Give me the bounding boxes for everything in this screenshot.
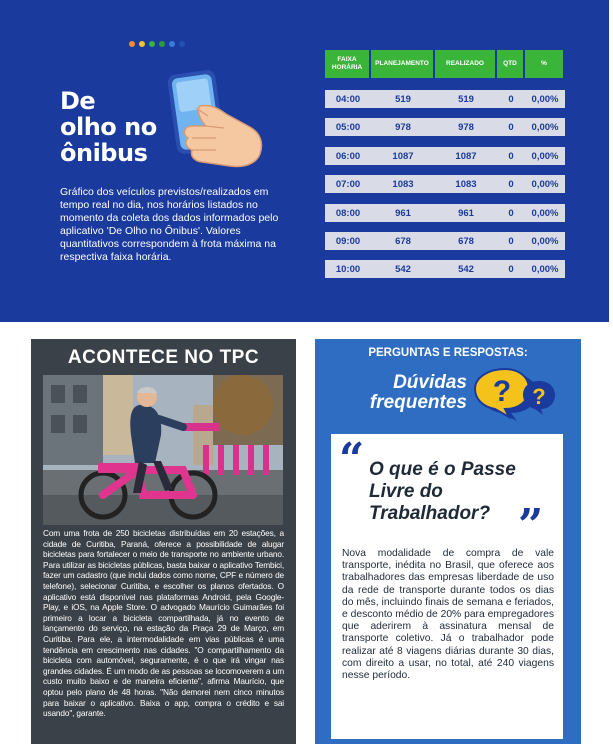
cell: 1083 <box>455 178 477 190</box>
cell: 0 <box>508 263 514 275</box>
news-body: Com uma frota de 250 bicicletas distribuídas em 20 estações, a cidade de Curitiba, Paraná, oferece a possibilidade de alugar bicicletas para fortalecer o meio de transporte no ambiente urbano. Para utilizar as bicicletas públicas, basta baixar o aplicativo Tembici, fazer um cadastro (que inclui dados como nome, CPF e número de telefone), selecionar Curitiba, e escolher os planos ofertados. O aplicativo está disponível nas plataformas Android, pela Google-Play, e iOS, na Apple Store. O advogado Maurício Guimarães foi primeiro a locar a bicicleta compartilhada, já no evento de lançamento do serviço, na estação da Praça 29 de Março, em Curitiba. Para ele, a intermodalidade em vias públicas é uma tendência em crescimento nas cidades. "O compartilhamento da bicicleta com automóvel, seguramente, é o que irá vingar nas grandes cidades. É um modo de as pessoas se locomoverem a um custo muito baixo e de maneira eficiente", afirma Maurício, que optou pelo plano de 48 horas. "Não demorei nem cinco minutos para baixar o aplicativo. Baixa o app, compra o crédito e sai usando", garante. <box>43 528 284 719</box>
cell: 10:00 <box>335 263 361 275</box>
faq-question: O que é o Passe Livre do Trabalhador? <box>369 459 516 524</box>
cell: 0,00% <box>531 263 559 275</box>
color-dot <box>129 41 135 47</box>
faq-panel <box>315 339 581 744</box>
cell: 0,00% <box>531 93 559 105</box>
cell: 0,00% <box>531 178 559 190</box>
cell: 542 <box>458 263 474 275</box>
question-bubbles-icon <box>465 367 557 421</box>
cell: 09:00 <box>335 235 361 247</box>
cell: 542 <box>395 263 411 275</box>
table-row <box>325 204 565 222</box>
cell: 678 <box>458 235 474 247</box>
cell: 0 <box>508 93 514 105</box>
cell: 04:00 <box>335 93 361 105</box>
cell: 978 <box>458 121 474 133</box>
cell: 678 <box>395 235 411 247</box>
person-on-pink-bicycle-photo <box>43 375 283 525</box>
col-header: REALIZADO <box>435 50 495 78</box>
table-row <box>325 118 565 136</box>
table-row <box>325 175 565 193</box>
faq-title-line: frequentes <box>369 392 467 413</box>
faq-card <box>331 434 563 739</box>
faq-kicker: PERGUNTAS E RESPOSTAS: <box>368 347 528 359</box>
faq-answer: Nova modalidade de compra de vale transporte, inédita no Brasil, que oferece aos trabalhadores das empresas liberdade de uso da rede de transporte durante todos os dias do mês, incluindo finais de semana e feriados, e desconto médio de 20% para empregadores que aderirem à assinatura mensal de transporte coletivo. Já o trabalhador pode realizar até 8 viagens diárias durante 30 dias, com direito a usar, no total, até 240 viagens nesse período. <box>342 548 554 682</box>
cell: 519 <box>458 93 474 105</box>
cell: 519 <box>395 93 411 105</box>
cell: 0 <box>508 178 514 190</box>
color-dot <box>149 41 155 47</box>
title-line: olho no <box>60 113 157 141</box>
cell: 1087 <box>392 150 414 162</box>
table-header <box>325 50 565 78</box>
col-header: FAIXA HORÁRIA <box>325 50 369 78</box>
color-dots <box>129 41 185 47</box>
table-row <box>325 260 565 278</box>
news-title: ACONTECE NO TPC <box>67 347 260 368</box>
table-row <box>325 232 565 250</box>
cell: 0,00% <box>531 150 559 162</box>
cell: 0,00% <box>531 207 559 219</box>
col-header: QTD <box>497 50 523 78</box>
table-row <box>325 90 565 108</box>
cell: 06:00 <box>335 150 361 162</box>
cell: 05:00 <box>335 121 361 133</box>
color-dot <box>139 41 145 47</box>
cell: 08:00 <box>335 207 361 219</box>
cell: 1083 <box>392 178 414 190</box>
cell: 07:00 <box>335 178 361 190</box>
col-header: % <box>525 50 563 78</box>
svg-text:?: ? <box>492 375 512 408</box>
faq-title <box>337 373 467 413</box>
svg-text:?: ? <box>532 384 546 409</box>
faq-title-line: Dúvidas <box>393 372 467 393</box>
cell: 0 <box>508 150 514 162</box>
cell: 978 <box>395 121 411 133</box>
title-line: ônibus <box>60 139 148 167</box>
title-line: De <box>60 87 96 115</box>
cell: 1087 <box>455 150 477 162</box>
phone-hand-icon <box>166 68 270 172</box>
col-header: PLANEJAMENTO <box>371 50 433 78</box>
cell: 0 <box>508 235 514 247</box>
news-panel <box>31 339 296 744</box>
close-quote-icon: ” <box>518 500 544 551</box>
cell: 961 <box>458 207 474 219</box>
cell: 0,00% <box>531 235 559 247</box>
cell: 0,00% <box>531 121 559 133</box>
color-dot <box>179 41 185 47</box>
cell: 0 <box>508 207 514 219</box>
header-description: Gráfico dos veículos previstos/realizados em tempo real no dia, nos horários listados no momento da coleta dos dados informados pelo aplicativo 'De Olho no Ônibus'. Valores quantitativos correspondem à frota máxima na respectiva faixa horária. <box>60 186 279 263</box>
header-band <box>0 0 609 322</box>
page-title <box>60 88 157 166</box>
fleet-table <box>325 50 565 275</box>
cell: 0 <box>508 121 514 133</box>
table-row <box>325 147 565 165</box>
cell: 961 <box>395 207 411 219</box>
open-quote-icon: “ <box>339 434 365 485</box>
color-dot <box>159 41 165 47</box>
color-dot <box>169 41 175 47</box>
